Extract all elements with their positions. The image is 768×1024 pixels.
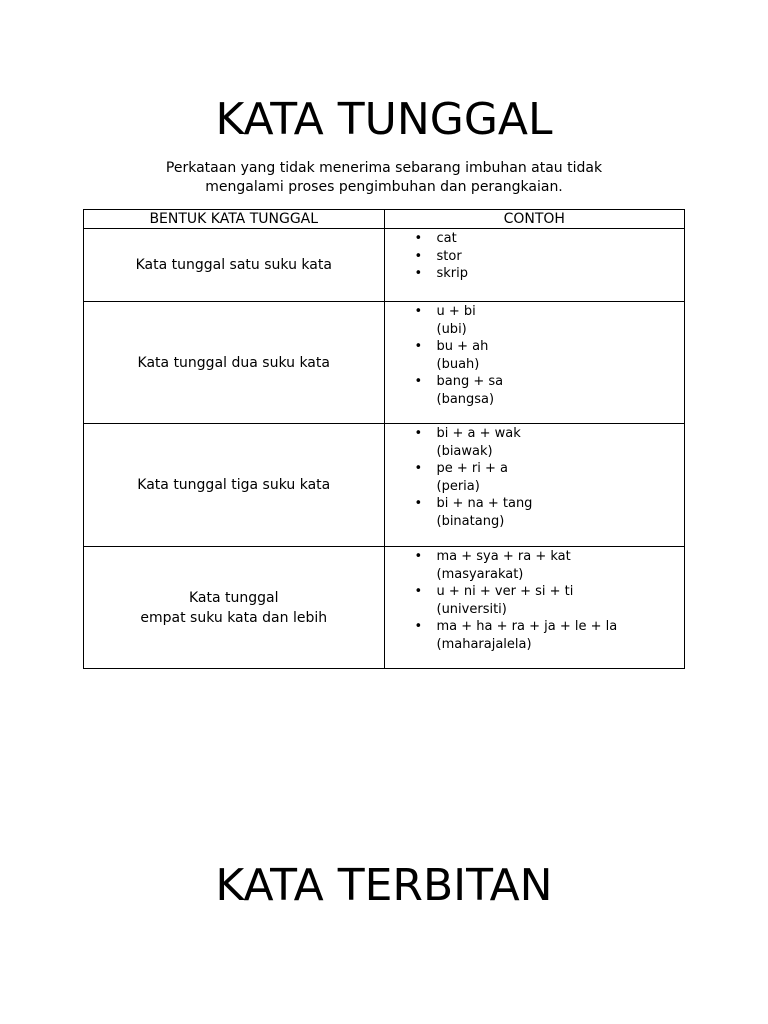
kata-tunggal-table xyxy=(83,209,685,669)
list-item xyxy=(437,373,685,408)
example-word: stor xyxy=(436,248,462,264)
examples-list xyxy=(385,229,685,283)
table-header-row xyxy=(84,210,685,229)
examples-cell xyxy=(384,302,685,424)
example-gloss: (binatang) xyxy=(436,513,505,529)
list-item xyxy=(437,495,685,530)
example-gloss: (buah) xyxy=(436,356,480,372)
next-section-title: KATA TERBITAN xyxy=(215,860,553,911)
table-row xyxy=(84,302,685,424)
example-gloss: (biawak) xyxy=(436,443,493,459)
list-item xyxy=(437,338,685,373)
example-word: ma + sya + ra + kat xyxy=(436,549,571,564)
list-item xyxy=(437,583,685,618)
example-word: u + bi xyxy=(436,304,476,319)
form-cell xyxy=(84,424,385,547)
example-word: pe + ri + a xyxy=(436,461,508,477)
example-gloss: (maharajalela) xyxy=(436,636,532,652)
examples-list xyxy=(385,302,685,409)
form-label: Kata tunggal dua suku kata xyxy=(137,354,330,371)
example-word: bu + ah xyxy=(436,339,489,355)
list-item xyxy=(437,230,685,248)
definition-line-2: mengalami proses pengimbuhan dan perangkaian. xyxy=(205,179,563,195)
form-label: Kata tunggal satu suku kata xyxy=(135,257,332,273)
list-item xyxy=(437,265,685,283)
page-title: KATA TUNGGAL xyxy=(215,94,553,145)
example-word: ma + ha + ra + ja + le + la xyxy=(436,619,618,635)
definition-text xyxy=(84,159,684,197)
list-item xyxy=(437,548,685,583)
example-gloss: (ubi) xyxy=(436,321,467,337)
table-row xyxy=(84,229,685,302)
example-word: bi + a + wak xyxy=(436,426,521,441)
form-label: Kata tunggal xyxy=(188,589,279,606)
list-item xyxy=(437,303,685,338)
example-word: bi + na + tang xyxy=(436,496,533,512)
example-gloss: (peria) xyxy=(436,478,480,494)
list-item xyxy=(437,248,685,266)
list-item xyxy=(437,618,685,653)
example-gloss: (masyarakat) xyxy=(436,566,524,582)
example-word: u + ni + ver + si + ti xyxy=(436,584,574,600)
example-gloss: (bangsa) xyxy=(436,391,495,407)
form-cell xyxy=(84,302,385,424)
table-row xyxy=(84,424,685,547)
examples-list xyxy=(385,547,685,654)
examples-cell xyxy=(384,229,685,302)
form-cell xyxy=(84,547,385,669)
examples-list xyxy=(385,424,685,531)
form-cell xyxy=(84,229,385,302)
example-word: bang + sa xyxy=(436,374,504,390)
example-word: cat xyxy=(436,231,457,246)
list-item xyxy=(437,425,685,460)
table-row xyxy=(84,547,685,669)
examples-cell xyxy=(384,547,685,669)
header-contoh: CONTOH xyxy=(384,210,685,229)
list-item xyxy=(437,460,685,495)
form-label: empat suku kata dan lebih xyxy=(140,609,328,626)
definition-line-1: Perkataan yang tidak menerima sebarang imbuhan atau tidak xyxy=(165,160,603,176)
examples-cell xyxy=(384,424,685,547)
form-label: Kata tunggal tiga suku kata xyxy=(137,477,331,493)
example-word: skrip xyxy=(436,266,469,282)
header-bentuk: BENTUK KATA TUNGGAL xyxy=(84,210,385,229)
example-gloss: (universiti) xyxy=(436,601,507,617)
